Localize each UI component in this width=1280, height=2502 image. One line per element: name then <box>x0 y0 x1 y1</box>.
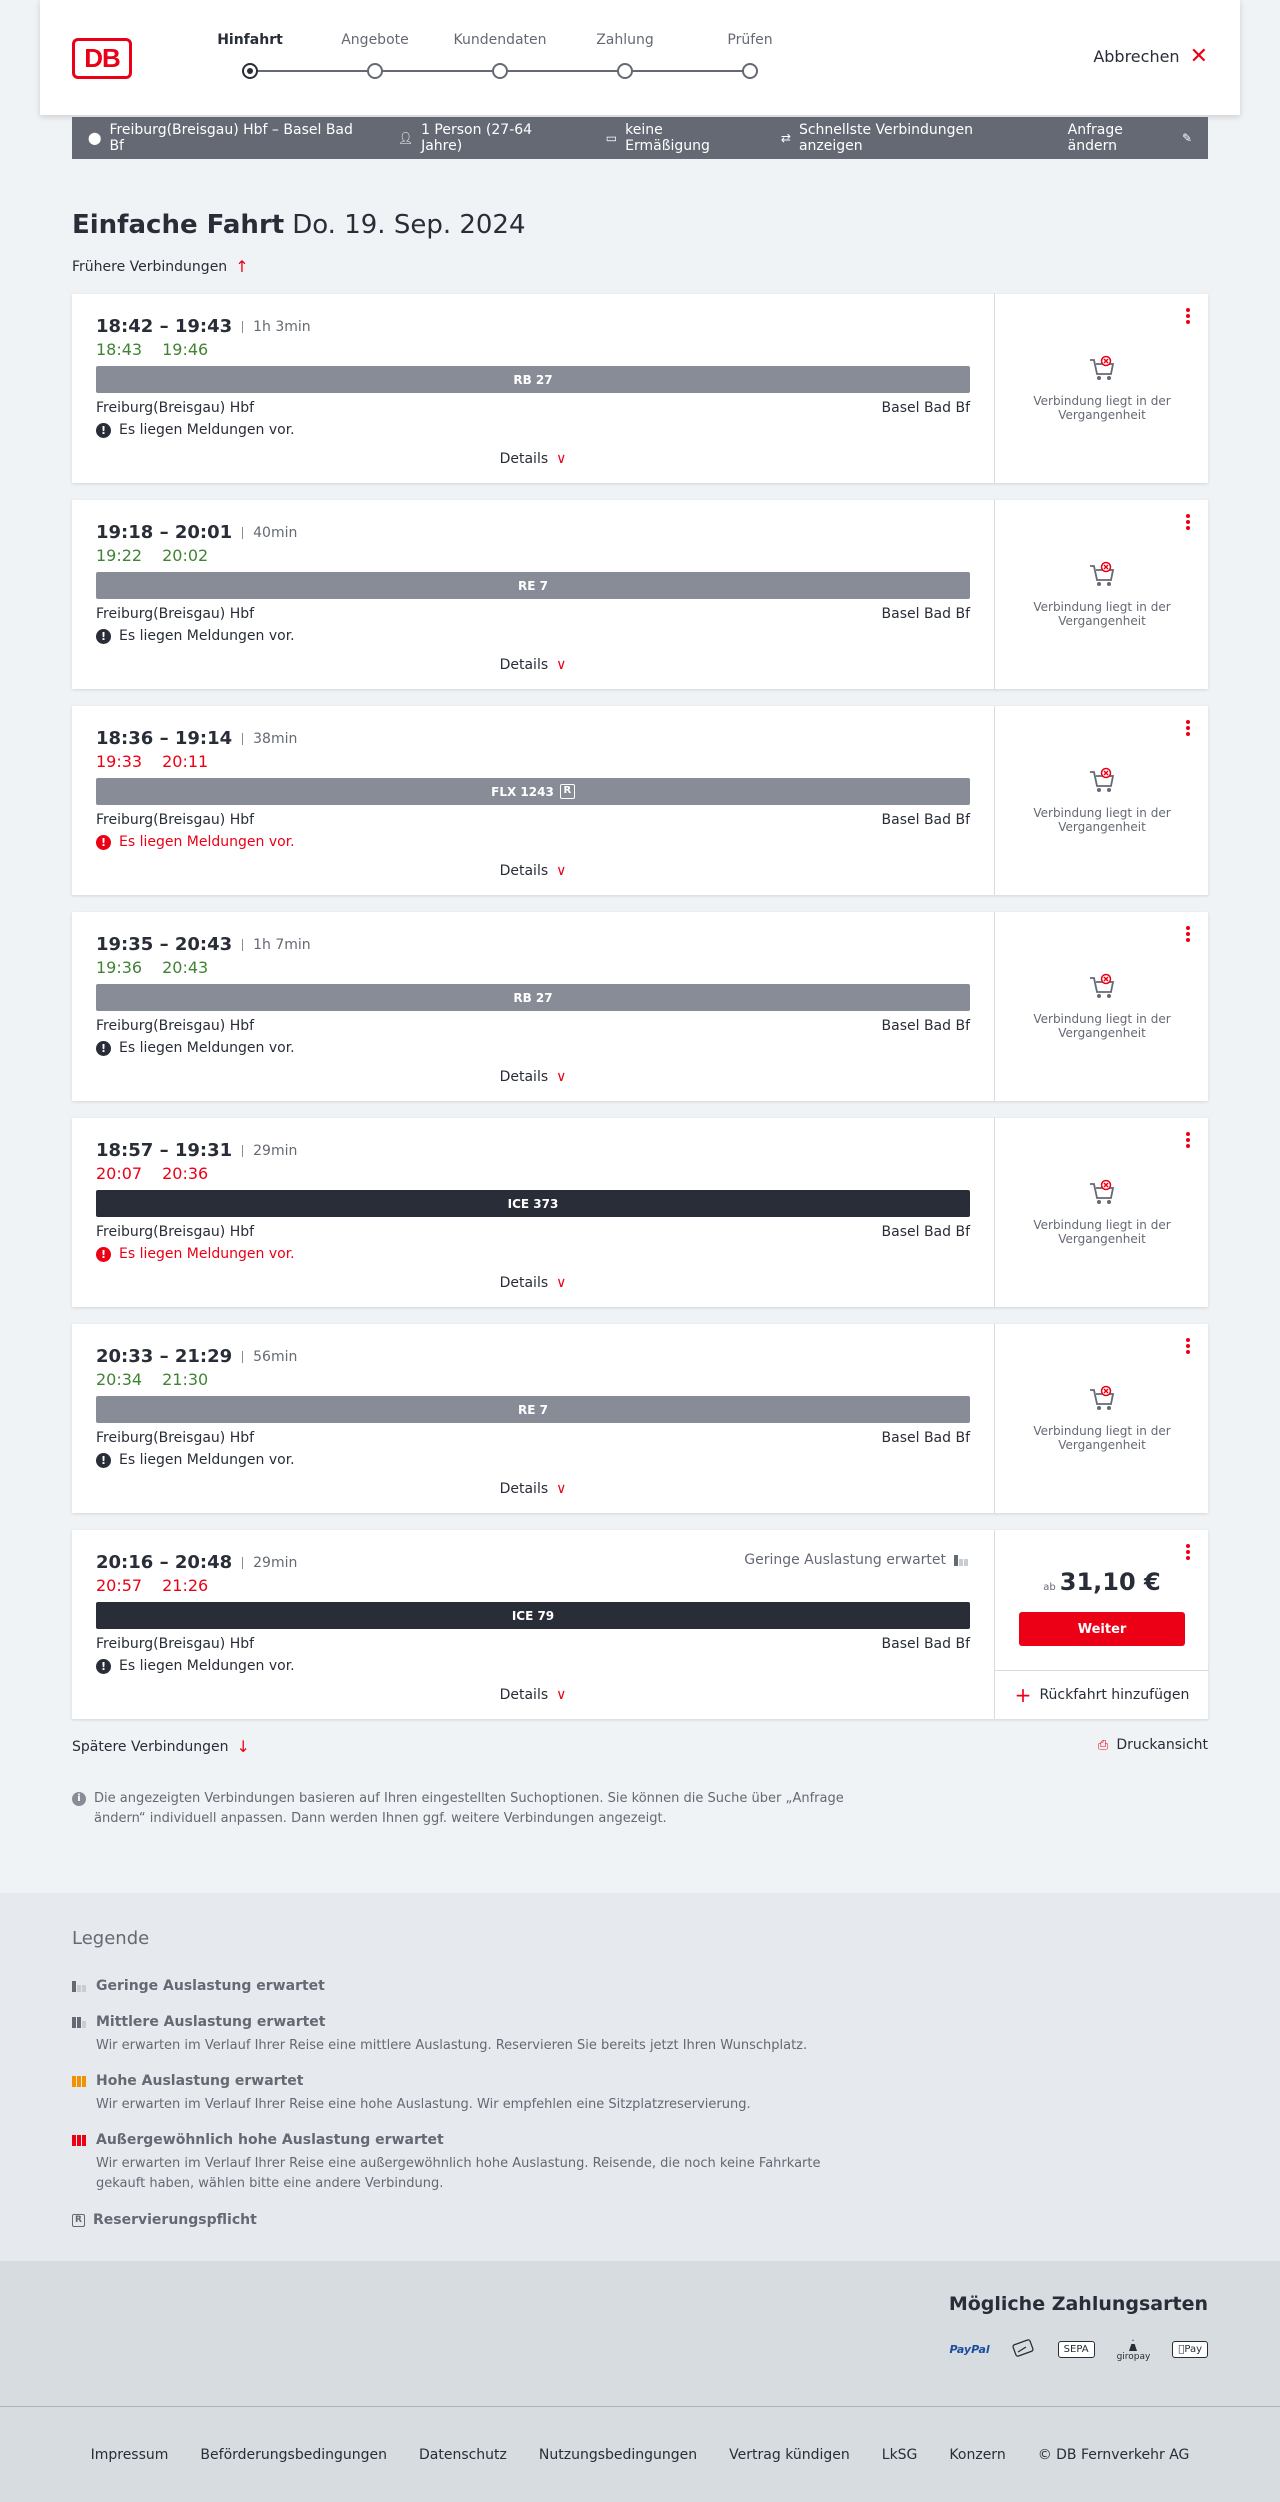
notice-text: Es liegen Meldungen vor. <box>119 1040 295 1056</box>
cart-unavailable-icon <box>1087 560 1117 590</box>
departure-station: Freiburg(Breisgau) Hbf <box>96 1430 255 1446</box>
train-name: ICE 79 <box>511 1608 555 1623</box>
connection-card[interactable] <box>72 1324 1208 1513</box>
notice-text: Es liegen Meldungen vor. <box>119 1246 295 1262</box>
cancel-button[interactable] <box>1093 43 1208 69</box>
option-text: Schnellste Verbindungen anzeigen <box>798 122 974 154</box>
connection-main <box>72 706 994 895</box>
chevron-down-icon: ∨ <box>556 1275 567 1291</box>
exclamation-icon: ! <box>96 835 111 850</box>
legend-label: Außergewöhnlich hohe Auslastung erwartet <box>96 2132 444 2148</box>
query-option <box>781 122 1036 154</box>
notice <box>96 1452 295 1468</box>
scheduled-times <box>96 934 311 955</box>
trip-date: Do. 19. Sep. 2024 <box>292 210 526 240</box>
change-query-label: Anfrage ändern <box>1067 122 1123 154</box>
arrival-station: Basel Bad Bf <box>881 1636 970 1652</box>
more-options-icon[interactable] <box>1186 1338 1190 1356</box>
time-range: 18:42 – 19:43 <box>96 316 233 337</box>
add-return-label: Rückfahrt hinzufügen <box>1039 1687 1190 1703</box>
arrival-station: Basel Bad Bf <box>881 606 970 622</box>
cart-unavailable-icon <box>1087 972 1117 1002</box>
time-range: 18:57 – 19:31 <box>96 1140 233 1161</box>
realtime-times <box>96 546 208 565</box>
connection-main <box>72 1118 994 1307</box>
train-bar[interactable] <box>96 572 970 599</box>
train-name: RE 7 <box>518 578 548 593</box>
footer-links <box>0 2447 1280 2463</box>
details-toggle[interactable] <box>72 1275 994 1291</box>
header <box>40 0 1240 115</box>
realtime-departure: 20:07 <box>96 1164 143 1183</box>
arrival-station: Basel Bad Bf <box>881 812 970 828</box>
past-connection-text: Verbindung liegt in der Vergangenheit <box>1033 1012 1171 1040</box>
connection-card[interactable] <box>72 294 1208 483</box>
swap-arrows-icon: ⇄ <box>780 131 791 145</box>
scheduled-times <box>96 1346 297 1367</box>
arrival-station: Basel Bad Bf <box>881 400 970 416</box>
exclamation-icon: ! <box>96 629 111 644</box>
passengers-text: 1 Person (27-64 Jahre) <box>421 122 533 154</box>
bahncard-icon: ▭ <box>605 131 618 145</box>
legend-item-reservation <box>72 2212 257 2228</box>
reservation-required-icon: R <box>560 784 575 799</box>
occupancy-high-icon <box>72 2075 88 2087</box>
connection-side <box>994 912 1208 1101</box>
query-passengers <box>398 122 574 154</box>
details-toggle[interactable] <box>72 451 994 467</box>
details-label: Details <box>499 1275 549 1291</box>
departure-station: Freiburg(Breisgau) Hbf <box>96 606 255 622</box>
realtime-times <box>96 958 208 977</box>
arrival-station: Basel Bad Bf <box>881 1224 970 1240</box>
step-dot-active <box>242 63 258 79</box>
more-options-icon[interactable] <box>1186 926 1190 944</box>
more-options-icon[interactable] <box>1186 1132 1190 1150</box>
past-connection-info <box>995 766 1209 834</box>
step-hinfahrt[interactable] <box>190 32 310 52</box>
notice-text: Es liegen Meldungen vor. <box>119 422 295 438</box>
giropay-label: giropay <box>1116 2351 1151 2362</box>
bookable-connection-card[interactable] <box>72 1530 1208 1719</box>
db-logo[interactable]: DB <box>72 38 132 79</box>
realtime-arrival: 20:11 <box>162 752 209 771</box>
past-connection-info <box>995 354 1209 422</box>
occupancy-low-icon <box>72 1980 88 1992</box>
footer-link-impressum[interactable]: Impressum <box>90 2447 169 2463</box>
legend-item-medium <box>72 2014 846 2056</box>
legend-description: Wir erwarten im Verlauf Ihrer Reise eine hohe Auslastung. Wir empfehlen eine Sitzplatzreservierung. <box>96 2097 751 2112</box>
arrival-station: Basel Bad Bf <box>881 1018 970 1034</box>
reservation-required-icon: R <box>72 2214 85 2227</box>
query-discount <box>606 122 749 154</box>
notice <box>96 628 295 644</box>
step-label: Hinfahrt <box>217 32 283 48</box>
notice-text: Es liegen Meldungen vor. <box>119 1658 295 1674</box>
footer-link-nutzungsbedingungen[interactable]: Nutzungsbedingungen <box>538 2447 698 2463</box>
train-bar[interactable] <box>96 366 970 393</box>
realtime-departure: 20:57 <box>96 1576 143 1595</box>
duration: 38min <box>242 733 297 745</box>
notice-text: Es liegen Meldungen vor. <box>119 834 295 850</box>
print-view-link[interactable] <box>1098 1737 1208 1753</box>
exclamation-icon: ! <box>96 423 111 438</box>
realtime-times <box>96 340 208 359</box>
more-options-icon[interactable] <box>1186 308 1190 326</box>
train-name: RB 27 <box>513 990 553 1005</box>
chevron-down-icon: ∨ <box>556 657 567 673</box>
footer-copyright: © DB Fernverkehr AG <box>1037 2447 1190 2463</box>
payment-methods-section <box>0 2261 1280 2406</box>
later-connections-link[interactable] <box>72 1737 250 1756</box>
scheduled-times <box>96 1140 297 1161</box>
past-connection-text: Verbindung liegt in der Vergangenheit <box>1033 1424 1171 1452</box>
connection-card[interactable] <box>72 706 1208 895</box>
exclamation-icon: ! <box>96 1453 111 1468</box>
realtime-arrival: 21:30 <box>162 1370 209 1389</box>
route-text: Freiburg(Breisgau) Hbf – Basel Bad Bf <box>109 122 353 154</box>
connection-side <box>994 1118 1208 1307</box>
add-return-trip-button[interactable] <box>995 1670 1209 1719</box>
footer-link-datenschutz[interactable]: Datenschutz <box>418 2447 507 2463</box>
train-name: ICE 373 <box>507 1196 559 1211</box>
realtime-departure: 18:43 <box>96 340 143 359</box>
arrow-up-icon: ↑ <box>235 257 249 276</box>
details-label: Details <box>499 1069 549 1085</box>
train-bar[interactable] <box>96 1396 970 1423</box>
notice-text: Es liegen Meldungen vor. <box>119 628 295 644</box>
duration: 29min <box>242 1145 297 1157</box>
chevron-down-icon: ∨ <box>556 1069 567 1085</box>
train-name: RB 27 <box>513 372 553 387</box>
step-zahlung[interactable] <box>565 32 685 52</box>
step-dot <box>367 63 383 79</box>
sepa-icon: SEPA <box>1058 2341 1095 2358</box>
giropay-icon <box>1117 2338 1151 2362</box>
connection-main <box>72 1324 994 1513</box>
train-bar[interactable] <box>96 1602 970 1629</box>
legend-section <box>0 1893 1280 2261</box>
chevron-down-icon: ∨ <box>556 863 567 879</box>
scheduled-times <box>96 316 311 337</box>
realtime-times <box>96 1164 208 1183</box>
scheduled-times <box>96 1552 297 1573</box>
plus-icon: + <box>1014 1683 1032 1707</box>
apple-pay-icon: Pay <box>1172 2341 1208 2358</box>
realtime-departure: 19:33 <box>96 752 143 771</box>
continue-button[interactable]: Weiter <box>1019 1612 1185 1646</box>
step-dot <box>617 63 633 79</box>
details-toggle[interactable] <box>72 1481 994 1497</box>
change-query-button[interactable] <box>1068 122 1192 154</box>
details-toggle[interactable] <box>72 1687 994 1703</box>
connection-card[interactable] <box>72 912 1208 1101</box>
scheduled-times <box>96 728 297 749</box>
printer-icon: ⎙ <box>1097 1737 1109 1753</box>
occupancy-low-icon <box>954 1554 970 1566</box>
details-label: Details <box>499 657 549 673</box>
connection-side <box>994 1530 1208 1719</box>
legend-item-low <box>72 1978 325 1994</box>
departure-station: Freiburg(Breisgau) Hbf <box>96 812 255 828</box>
footer-link-befoerderungsbedingungen[interactable]: Beförderungsbedingungen <box>200 2447 387 2463</box>
details-label: Details <box>499 451 549 467</box>
connection-side <box>994 500 1208 689</box>
occupancy-text: Geringe Auslastung erwartet <box>744 1552 946 1568</box>
price <box>995 1568 1209 1596</box>
legend-description: Wir erwarten im Verlauf Ihrer Reise eine mittlere Auslastung. Reservieren Sie bereits jetzt Ihren Wunschplatz. <box>96 2038 808 2053</box>
step-label: Prüfen <box>727 32 773 48</box>
step-dot <box>742 63 758 79</box>
train-bar[interactable] <box>96 1190 970 1217</box>
chevron-down-icon: ∨ <box>556 1481 567 1497</box>
past-connection-info <box>995 1178 1209 1246</box>
realtime-arrival: 20:02 <box>162 546 209 565</box>
train-name: FLX 1243 <box>491 784 554 799</box>
legend-label: Geringe Auslastung erwartet <box>96 1978 325 1994</box>
occupancy-exceptional-icon <box>72 2134 88 2146</box>
connection-side <box>994 294 1208 483</box>
later-label: Spätere Verbindungen <box>72 1738 229 1755</box>
realtime-arrival: 19:46 <box>162 340 209 359</box>
notice <box>96 1658 295 1674</box>
legend-description: Wir erwarten im Verlauf Ihrer Reise eine außergewöhnlich hohe Auslastung. Reisende, die noch keine Fahrkarte gekauft haben, wählen bitte eine andere Verbindung. <box>96 2156 821 2191</box>
occupancy-info <box>744 1552 970 1568</box>
time-range: 20:16 – 20:48 <box>96 1552 233 1573</box>
cart-unavailable-icon <box>1087 354 1117 384</box>
past-connection-text: Verbindung liegt in der Vergangenheit <box>1033 806 1171 834</box>
step-dot <box>492 63 508 79</box>
payment-icons <box>949 2337 1208 2362</box>
location-pin-icon: ⬤ <box>88 131 102 145</box>
step-label: Angebote <box>341 32 409 48</box>
legend-item-high <box>72 2073 846 2115</box>
departure-station: Freiburg(Breisgau) Hbf <box>96 1636 255 1652</box>
print-label: Druckansicht <box>1116 1737 1208 1753</box>
realtime-arrival: 20:36 <box>162 1164 209 1183</box>
cart-unavailable-icon <box>1087 1178 1117 1208</box>
arrival-station: Basel Bad Bf <box>881 1430 970 1446</box>
step-label: Zahlung <box>596 32 654 48</box>
details-label: Details <box>499 863 549 879</box>
time-range: 20:33 – 21:29 <box>96 1346 233 1367</box>
realtime-times <box>96 1370 208 1389</box>
connection-main <box>72 1530 994 1719</box>
connection-main <box>72 912 994 1101</box>
duration: 40min <box>242 527 297 539</box>
info-icon: i <box>72 1792 86 1806</box>
legend-label: Reservierungspflicht <box>93 2212 257 2228</box>
progress-stepper <box>170 32 773 82</box>
occupancy-medium-icon <box>72 2016 88 2028</box>
price-prefix: ab <box>1043 1582 1056 1593</box>
connection-main <box>72 500 994 689</box>
credit-card-icon <box>1012 2337 1036 2362</box>
train-bar[interactable] <box>96 984 970 1011</box>
price-value: 31,10 € <box>1059 1568 1161 1596</box>
query-summary-bar <box>72 117 1208 159</box>
departure-station: Freiburg(Breisgau) Hbf <box>96 1224 255 1240</box>
notice <box>96 1246 295 1262</box>
legend-label: Hohe Auslastung erwartet <box>96 2073 304 2089</box>
realtime-arrival: 20:43 <box>162 958 209 977</box>
train-name: RE 7 <box>518 1402 548 1417</box>
footer-link-lksg[interactable]: LkSG <box>881 2447 918 2463</box>
details-label: Details <box>499 1481 549 1497</box>
realtime-departure: 19:36 <box>96 958 143 977</box>
departure-station: Freiburg(Breisgau) Hbf <box>96 400 255 416</box>
exclamation-icon: ! <box>96 1247 111 1262</box>
details-toggle[interactable] <box>72 1069 994 1085</box>
close-icon: ✕ <box>1189 43 1208 69</box>
past-connection-info <box>995 1384 1209 1452</box>
cancel-label: Abbrechen <box>1093 47 1180 66</box>
connection-card[interactable] <box>72 500 1208 689</box>
scheduled-times <box>96 522 297 543</box>
pencil-icon: ✎ <box>1181 131 1192 145</box>
past-connection-info <box>995 560 1209 628</box>
more-options-icon[interactable] <box>1186 720 1190 738</box>
duration: 1h 3min <box>242 321 311 333</box>
exclamation-icon: ! <box>96 1041 111 1056</box>
step-kundendaten[interactable] <box>440 32 560 52</box>
step-angebote[interactable] <box>315 32 435 52</box>
notice-text: Es liegen Meldungen vor. <box>119 1452 295 1468</box>
past-connection-text: Verbindung liegt in der Vergangenheit <box>1033 394 1171 422</box>
departure-station: Freiburg(Breisgau) Hbf <box>96 1018 255 1034</box>
page-title <box>72 210 526 240</box>
chevron-down-icon: ∨ <box>556 451 567 467</box>
connection-main <box>72 294 994 483</box>
time-range: 18:36 – 19:14 <box>96 728 233 749</box>
info-note <box>72 1789 852 1829</box>
realtime-arrival: 21:26 <box>162 1576 209 1595</box>
chevron-down-icon: ∨ <box>556 1687 567 1703</box>
legend-item-exceptional <box>72 2132 846 2194</box>
past-connection-text: Verbindung liegt in der Vergangenheit <box>1033 600 1171 628</box>
connection-side <box>994 1324 1208 1513</box>
notice <box>96 1040 295 1056</box>
arrow-down-icon: ↓ <box>236 1737 250 1756</box>
duration: 56min <box>242 1351 297 1363</box>
discount-text: keine Ermäßigung <box>625 122 710 154</box>
past-connection-text: Verbindung liegt in der Vergangenheit <box>1033 1218 1171 1246</box>
time-range: 19:35 – 20:43 <box>96 934 233 955</box>
exclamation-icon: ! <box>96 1659 111 1674</box>
cart-unavailable-icon <box>1087 766 1117 796</box>
paypal-icon: PayPal <box>949 2343 990 2356</box>
cart-unavailable-icon <box>1087 1384 1117 1414</box>
past-connection-info <box>995 972 1209 1040</box>
notice <box>96 422 295 438</box>
person-icon: 👤︎ <box>397 131 414 145</box>
notice <box>96 834 295 850</box>
info-note-text: Die angezeigten Verbindungen basieren auf Ihren eingestellten Suchoptionen. Sie können die Suche über „Anfrage ändern“ individuell anpassen. Dann werden Ihnen ggf. weitere Verbindungen angezeigt. <box>94 1791 844 1826</box>
time-range: 19:18 – 20:01 <box>96 522 233 543</box>
details-toggle[interactable] <box>72 863 994 879</box>
realtime-times <box>96 1576 208 1595</box>
step-pruefen[interactable] <box>690 32 810 52</box>
trip-type: Einfache Fahrt <box>72 210 285 240</box>
connection-side <box>994 706 1208 895</box>
query-route <box>88 122 366 154</box>
earlier-label: Frühere Verbindungen <box>72 258 228 275</box>
train-bar[interactable] <box>96 778 970 805</box>
payment-title: Mögliche Zahlungsarten <box>948 2293 1208 2315</box>
connection-card[interactable] <box>72 1118 1208 1307</box>
footer <box>0 2406 1280 2502</box>
realtime-departure: 19:22 <box>96 546 143 565</box>
duration: 1h 7min <box>242 939 311 951</box>
more-options-icon[interactable] <box>1186 514 1190 532</box>
legend-title: Legende <box>72 1928 150 1949</box>
step-label: Kundendaten <box>453 32 547 48</box>
realtime-times <box>96 752 208 771</box>
duration: 29min <box>242 1557 297 1569</box>
details-label: Details <box>499 1687 549 1703</box>
legend-label: Mittlere Auslastung erwartet <box>96 2014 326 2030</box>
earlier-connections-link[interactable] <box>72 257 249 276</box>
details-toggle[interactable] <box>72 657 994 673</box>
more-options-icon[interactable] <box>1186 1544 1190 1562</box>
realtime-departure: 20:34 <box>96 1370 143 1389</box>
footer-link-vertrag-kuendigen[interactable]: Vertrag kündigen <box>729 2447 850 2463</box>
footer-link-konzern[interactable]: Konzern <box>949 2447 1006 2463</box>
